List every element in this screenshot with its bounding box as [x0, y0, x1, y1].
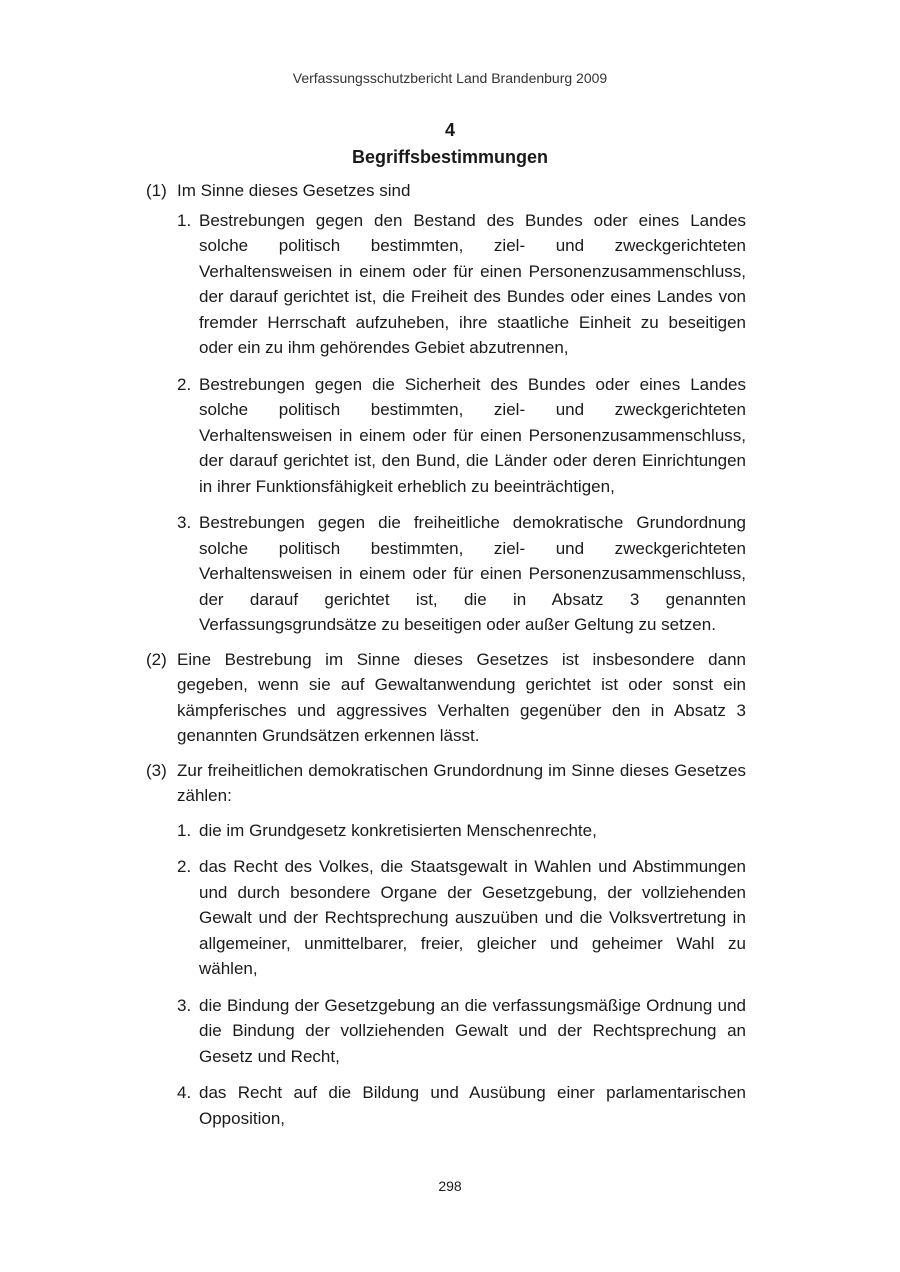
- body-text: [146, 178, 746, 1140]
- item-text: das Recht auf die Bildung und Ausübung einer parlamentarischen Opposition,: [199, 1083, 746, 1128]
- paragraph-text: Im Sinne dieses Gesetzes sind: [177, 181, 411, 200]
- item-text: die im Grundgesetz konkretisierten Menschenrechte,: [199, 820, 597, 840]
- paragraph-text: Zur freiheitlichen demokratischen Grundordnung im Sinne dieses Gesetzes zählen:: [177, 760, 746, 805]
- list-item: [177, 818, 746, 844]
- paragraph-number: (1): [146, 181, 167, 200]
- item-text: die Bindung der Gesetzgebung an die verfassungsmäßige Ordnung und die Bindung der vollziehenden Gewalt und der Rechtsprechung an Gesetz und Recht,: [199, 995, 746, 1066]
- section-number: 4: [444, 120, 455, 140]
- list-item: [177, 510, 746, 638]
- section-title: Begriffsbestimmungen: [351, 147, 549, 167]
- page-number: 298: [438, 1178, 462, 1194]
- item-number: 2.: [177, 857, 192, 876]
- paragraph-text: Eine Bestrebung im Sinne dieses Gesetzes ist insbesondere dann gegeben, wenn sie auf Gewaltanwendung gerichtet ist oder sonst ein kämpferisches und aggressives Verhalten gegenüber den in Absatz 3 genannten Grundsätzen erkennen lässt.: [177, 649, 746, 745]
- item-text: Bestrebungen gegen die freiheitliche demokratische Grundordnung solche politisch bestimmten, ziel- und zweckgerichteten Verhaltensweisen in einem oder für einen Personenzusammenschluss, der darauf gerichtet ist, die in Absatz 3 genannten Verfassungsgrundsätze zu beseitigen oder außer Geltung zu setzen.: [199, 513, 746, 634]
- item-text: Bestrebungen gegen den Bestand des Bundes oder eines Landes solche politisch bestimmten, ziel- und zweckgerichteten Verhaltensweisen in einem oder für einen Personenzusammenschluss, der darauf gerichtet ist, die Freiheit des Bundes oder eines Landes von fremder Herrschaft aufzuheben, ihre staatliche Einheit zu beseitigen oder ein zu ihm gehörendes Gebiet abzutrennen,: [199, 210, 746, 357]
- paragraph-1: [146, 178, 746, 638]
- item-number: 4.: [177, 1083, 192, 1102]
- list-item: [177, 993, 746, 1070]
- paragraph-number: (3): [146, 760, 167, 780]
- item-number: 1.: [177, 210, 192, 230]
- item-number: 1.: [177, 820, 192, 840]
- paragraph-2: [146, 647, 746, 749]
- list-item: [177, 854, 746, 982]
- item-number: 2.: [177, 374, 192, 394]
- item-number: 3.: [177, 995, 192, 1015]
- paragraph-3: [146, 758, 746, 1132]
- list-item: [177, 208, 746, 361]
- item-text: Bestrebungen gegen die Sicherheit des Bundes oder eines Landes solche politisch bestimmten, ziel- und zweckgerichteten Verhaltensweisen in einem oder für einen Personenzusammenschluss, der darauf gerichtet ist, den Bund, die Länder oder deren Einrichtungen in ihrer Funktionsfähigkeit erheblich zu beeinträchtigen,: [199, 374, 746, 496]
- item-list: [177, 818, 746, 1132]
- running-header: Verfassungsschutzbericht Land Brandenburg 2009: [292, 70, 608, 86]
- list-item: [177, 372, 746, 500]
- paragraph-number: (2): [146, 649, 167, 669]
- item-text: das Recht des Volkes, die Staatsgewalt in Wahlen und Abstimmungen und durch besondere Organe der Gesetzgebung, der vollziehenden Gewalt und der Rechtsprechung auszuüben und die Volksvertretung in allgemeiner, unmittelbarer, freier, gleicher und geheimer Wahl zu wählen,: [199, 857, 746, 978]
- item-number: 3.: [177, 513, 192, 532]
- list-item: [177, 1080, 746, 1131]
- item-list: [177, 208, 746, 638]
